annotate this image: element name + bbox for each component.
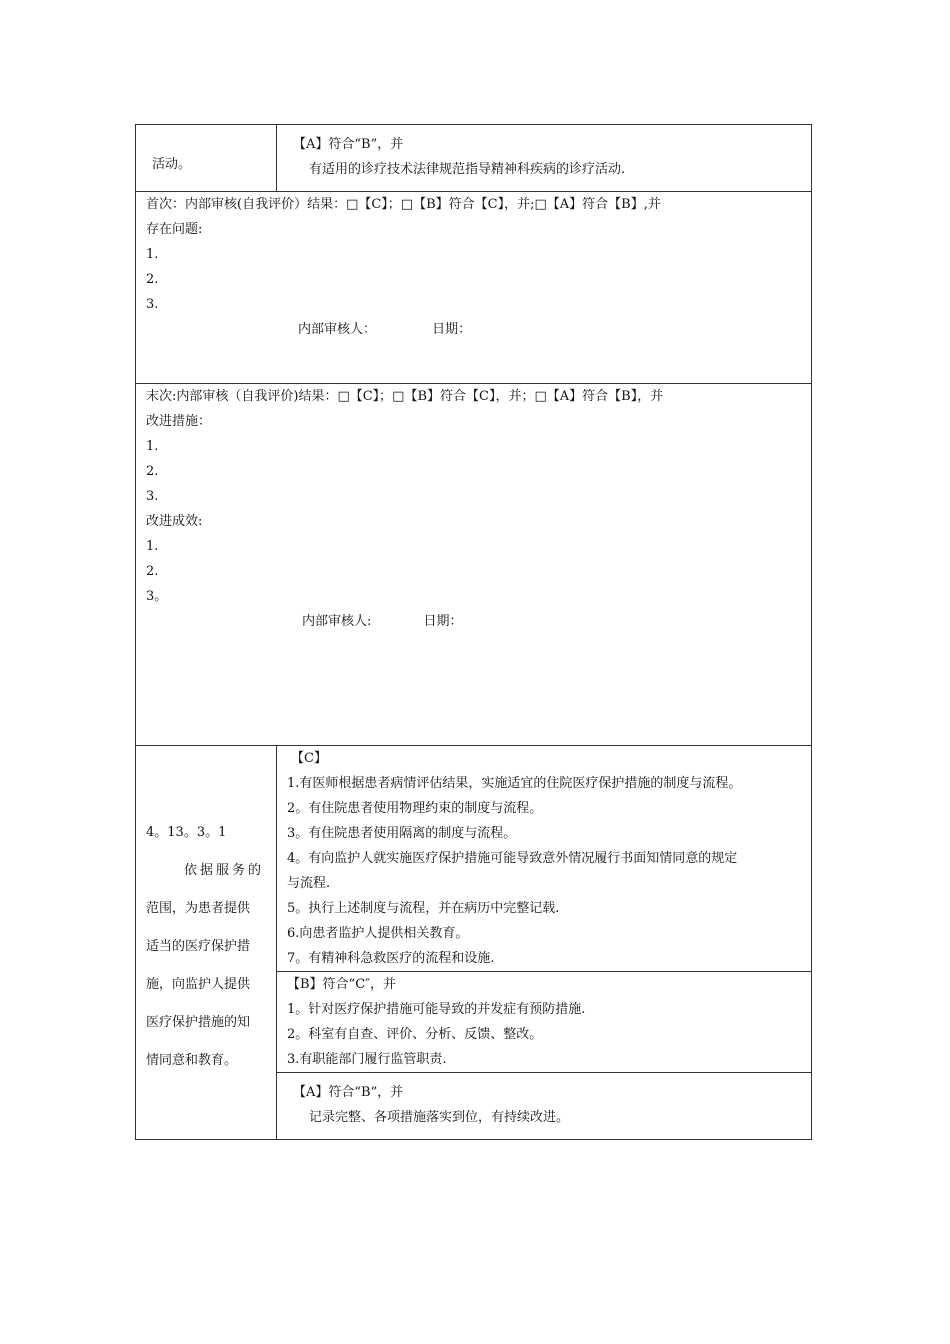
grade-c-title: 【C】	[291, 751, 327, 766]
standard-desc: 范围，为患者提供	[146, 901, 251, 916]
list-item: 1。针对医疗保护措施可能导致的并发症有预防措施.	[287, 1002, 586, 1017]
grade-a-text: 记录完整、各项措施落实到位，有持续改进。	[309, 1110, 570, 1125]
list-item: 1.有医师根据患者病情评估结果，实施适宜的住院医疗保护措施的制度与流程。	[287, 776, 742, 791]
issues-label: 存在问题:	[146, 222, 203, 237]
list-item: 6.向患者监护人提供相关教育。	[287, 926, 469, 941]
grade-a-text: 有适用的诊疗技术法律规范指导精神科疾病的诊疗活动.	[309, 162, 626, 177]
last-review-cell	[136, 384, 812, 746]
grade-a-cell	[277, 1073, 812, 1140]
list-item: 1.	[146, 539, 159, 554]
signature-line	[146, 317, 801, 342]
list-item: 4。有向监护人就实施医疗保护措施可能导致意外情况履行书面知情同意的规定	[287, 851, 738, 866]
first-review-result: 首次：内部审核(自我评价）结果：□【C】；□【B】符合【C】，并;□【A】符合【B】,并	[146, 197, 661, 212]
standard-desc: 依据服务的	[184, 863, 265, 878]
last-review-result: 末次:内部审核（自我评价)结果：□【C】；□【B】符合【C】，并；□【A】符合【B】，并	[146, 389, 664, 404]
measures-label: 改进措施：	[146, 414, 212, 429]
standard-cell	[136, 125, 277, 192]
grade-c-cell	[277, 746, 812, 972]
grade-a-title: 【A】符合“B”，并	[293, 1085, 404, 1100]
auditor-label: 内部审核人：	[298, 322, 377, 337]
table-row	[136, 192, 812, 384]
grade-b-title: 【B】符合“C″，并	[287, 977, 397, 992]
standard-code: 4。13。3。1	[146, 825, 227, 840]
effect-label: 改进成效:	[146, 514, 203, 529]
table-row	[136, 125, 812, 192]
list-item: 2。有住院患者使用物理约束的制度与流程。	[287, 801, 543, 816]
list-item: 2.	[146, 272, 159, 287]
signature-line	[146, 609, 801, 634]
list-item: 3.	[146, 489, 159, 504]
list-item: 5。执行上述制度与流程，并在病历中完整记载.	[287, 901, 560, 916]
grade-a-title: 【A】符合“B”，并	[293, 137, 404, 152]
list-item: 与流程.	[287, 876, 331, 891]
date-label: 日期：	[432, 322, 472, 337]
standard-desc: 施，向监护人提供	[146, 977, 251, 992]
first-review-cell	[136, 192, 812, 384]
list-item: 3.	[146, 297, 159, 312]
table-row	[136, 384, 812, 746]
grade-b-cell	[277, 972, 812, 1073]
table-row	[136, 746, 812, 972]
standard-desc: 适当的医疗保护措	[146, 939, 251, 954]
list-item: 2。科室有自查、评价、分析、反馈、整改。	[287, 1027, 543, 1042]
standard-desc: 情同意和教育。	[146, 1053, 238, 1068]
list-item: 3。有住院患者使用隔离的制度与流程。	[287, 826, 517, 841]
standard-text: 活动。	[152, 156, 192, 172]
standard-cell	[136, 746, 277, 1140]
date-label: 日期：	[423, 614, 463, 629]
standard-desc: 医疗保护措施的知	[146, 1015, 251, 1030]
list-item: 1.	[146, 439, 159, 454]
list-item: 1.	[146, 247, 159, 262]
list-item: 3。	[146, 589, 168, 604]
list-item: 2.	[146, 464, 159, 479]
assessment-table	[135, 124, 812, 1140]
grade-a-cell	[277, 125, 812, 192]
list-item: 2.	[146, 564, 159, 579]
list-item: 3.有职能部门履行监管职责.	[287, 1052, 447, 1067]
list-item: 7。有精神科急救医疗的流程和设施.	[287, 951, 495, 966]
auditor-label: 内部审核人:	[302, 614, 372, 629]
